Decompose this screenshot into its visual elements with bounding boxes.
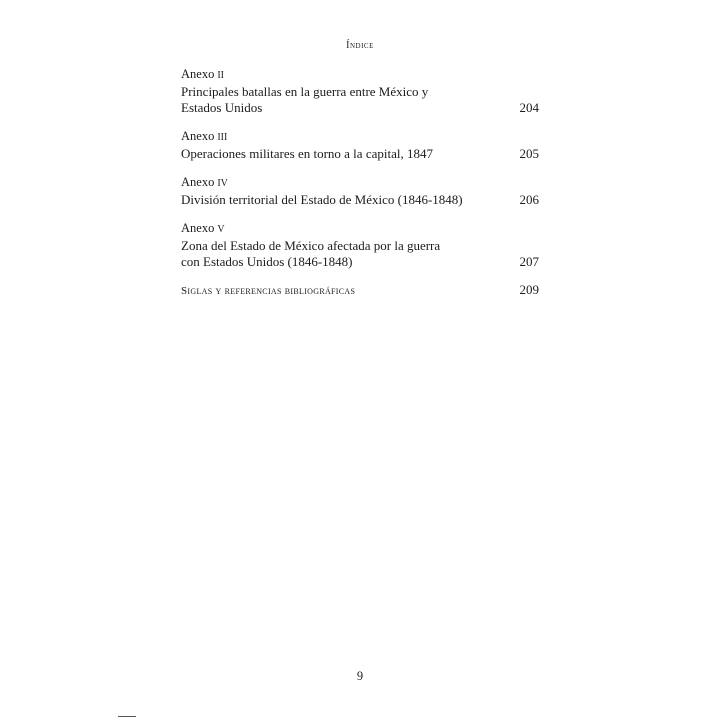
anexo-word: Anexo [181,175,215,189]
anexo-word: Anexo [181,221,215,235]
toc-entry-anexo-4 [181,174,539,208]
entry-title-line [181,254,539,270]
anexo-label [181,174,539,192]
anexo-label [181,128,539,146]
anexo-label [181,220,539,238]
page-number: 204 [519,100,539,115]
page-number: 206 [519,192,539,207]
anexo-word: Anexo [181,129,215,143]
entry-title-line [181,192,539,208]
scan-edge-mark [118,716,136,717]
running-header: Índice [346,40,374,51]
anexo-roman: IV [217,178,228,189]
toc-entry-anexo-3 [181,128,539,162]
anexo-roman: II [217,70,224,81]
toc-entry-siglas [181,282,539,299]
entry-title-text: con Estados Unidos (1846-1848) [181,254,353,269]
toc-entry-anexo-5 [181,220,539,270]
page-number: 209 [519,282,539,297]
entry-title-line: Zona del Estado de México afectada por la guerra [181,238,441,253]
siglas-line [181,282,539,299]
page-folio: 9 [356,669,364,683]
anexo-roman: III [217,132,228,143]
page-number: 205 [519,146,539,161]
entry-title-line: Principales batallas en la guerra entre México y [181,84,429,99]
entry-title-text: Operaciones militares en torno a la capital, 1847 [181,146,433,161]
anexo-word: Anexo [181,67,215,81]
table-of-contents [181,66,539,311]
entry-title-line [181,100,539,116]
entry-title-line [181,146,539,162]
page-number: 207 [519,254,539,269]
anexo-roman: V [217,224,225,235]
entry-title-text: Estados Unidos [181,100,263,115]
anexo-label [181,66,539,84]
siglas-title: Siglas y referencias bibliográficas [181,285,356,297]
toc-entry-anexo-2 [181,66,539,116]
entry-title-text: División territorial del Estado de México (1846-1848) [181,192,463,207]
